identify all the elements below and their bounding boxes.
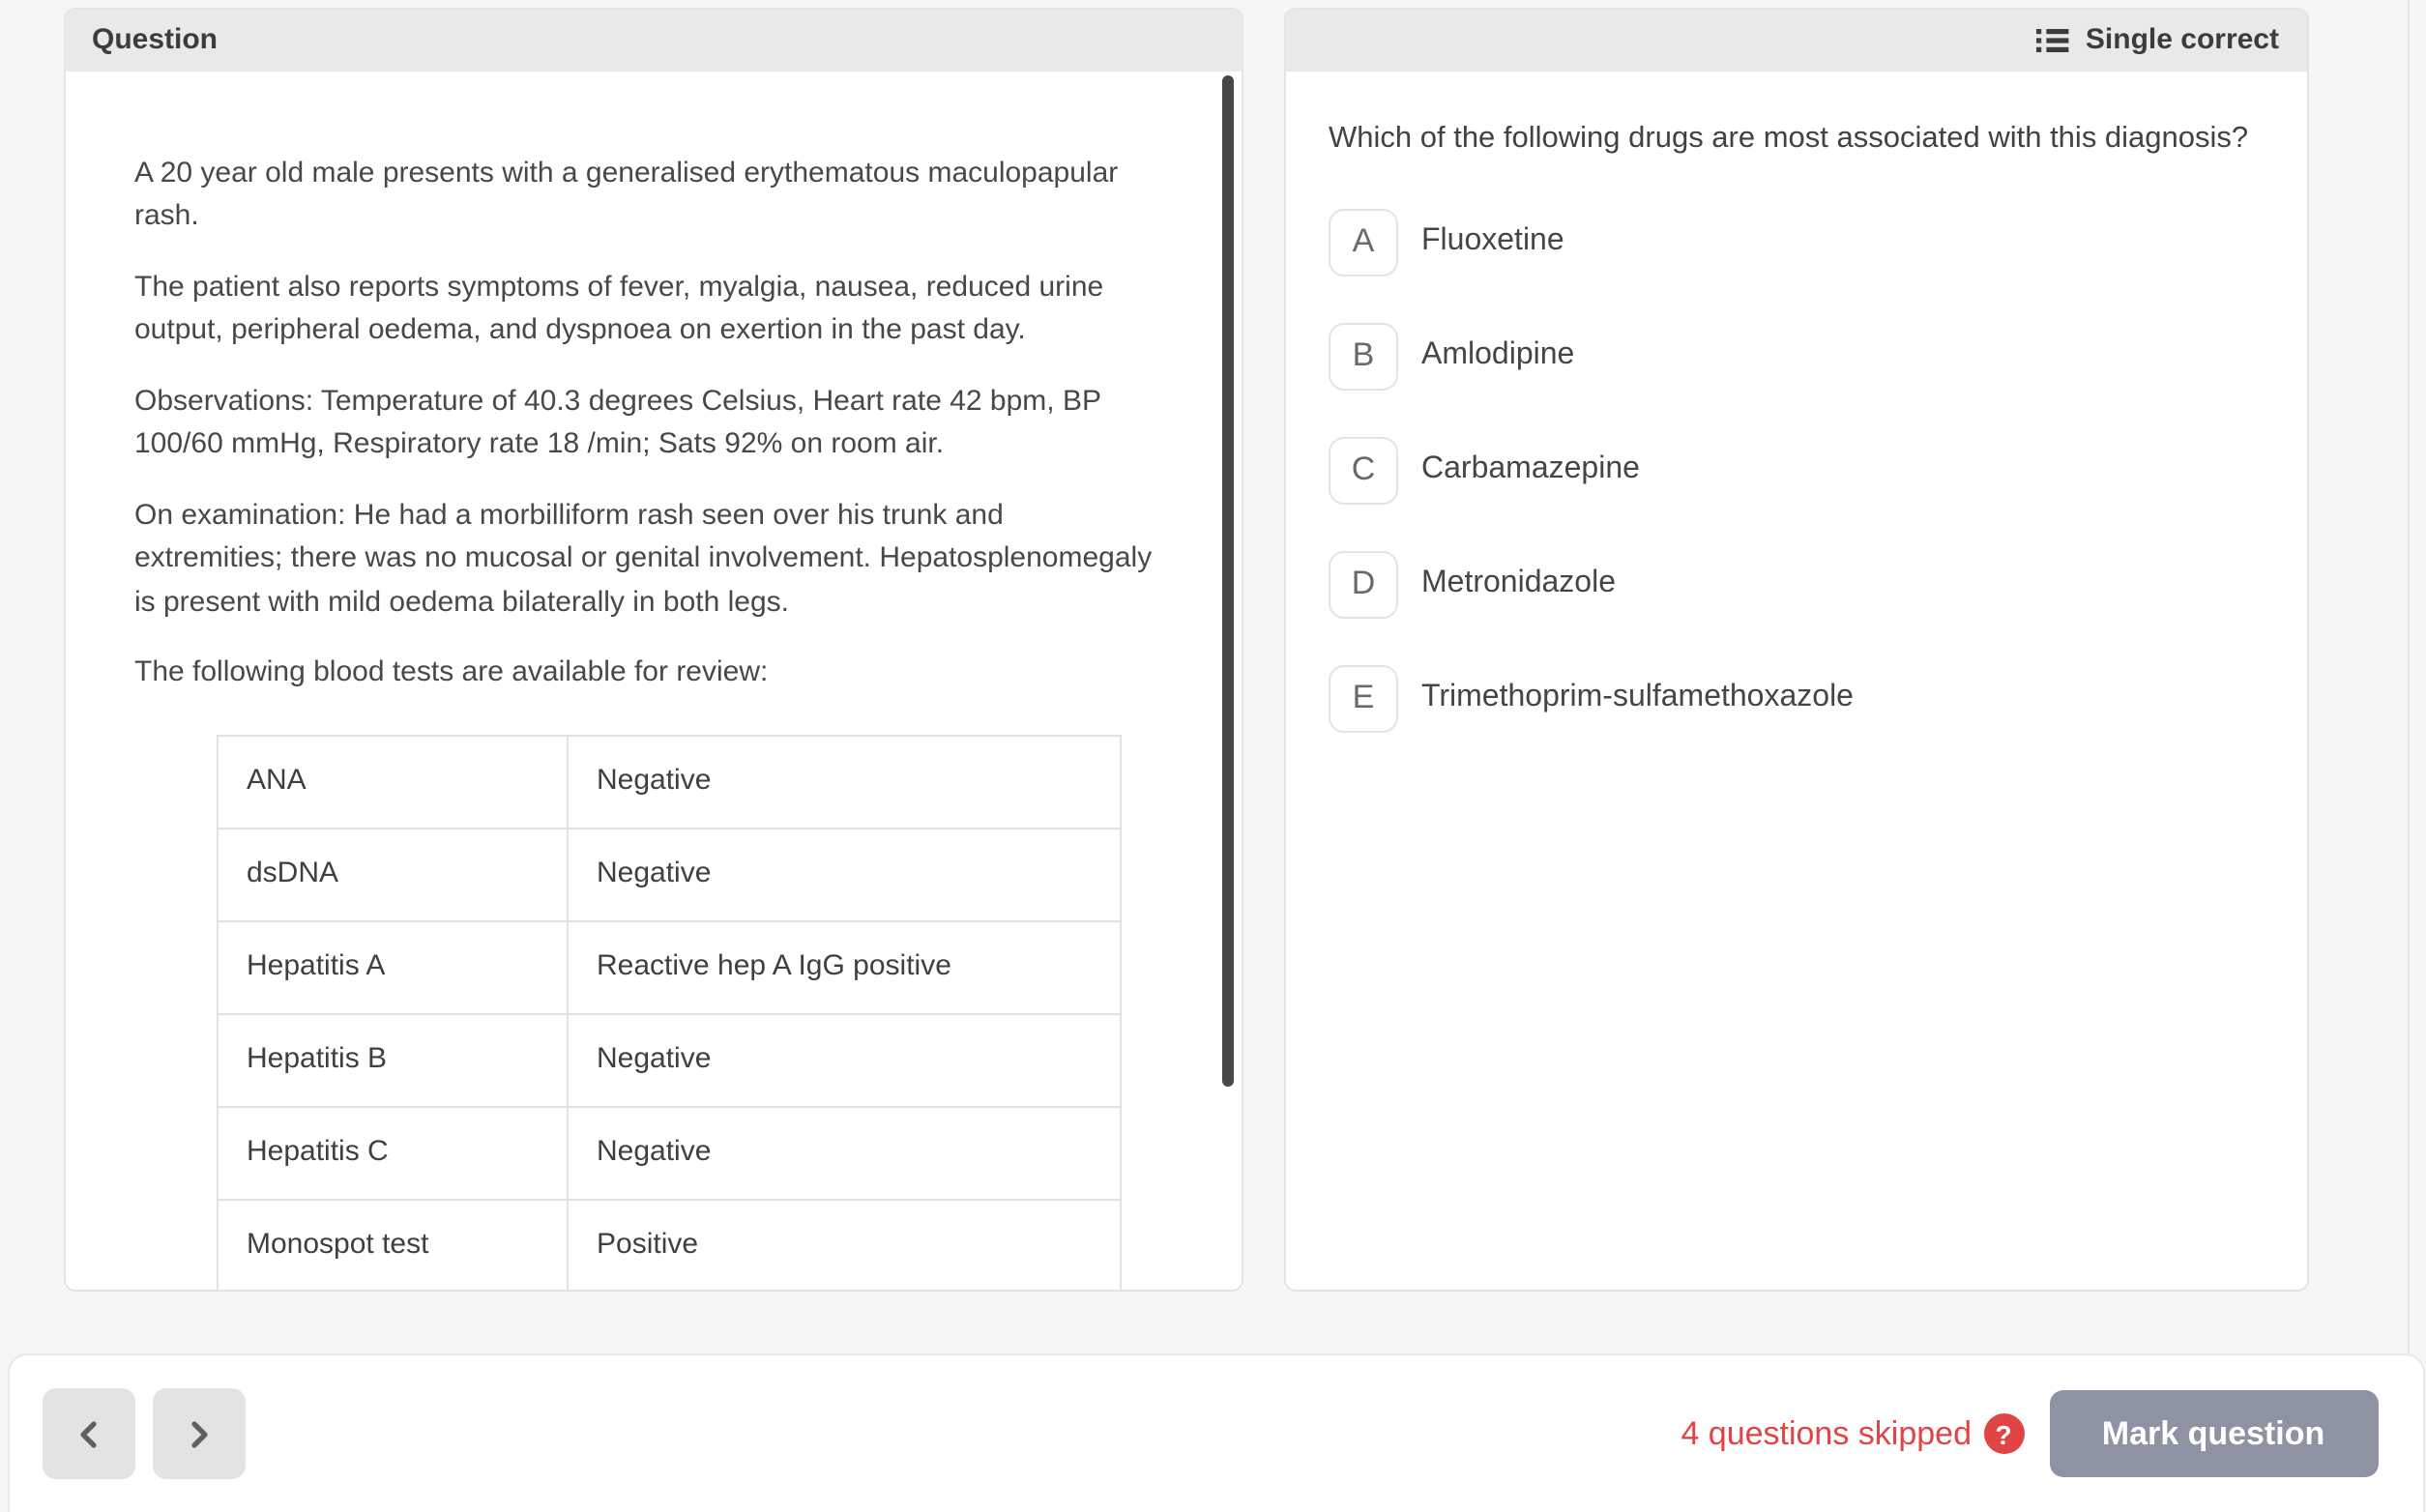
help-icon[interactable]: ? [1983, 1413, 2024, 1454]
test-result-cell: Positive [567, 1199, 1120, 1291]
footer-right-cluster [1681, 1390, 2378, 1477]
question-nav [42, 1388, 245, 1479]
option-e-letter-box[interactable]: E [1329, 664, 1398, 732]
table-row [217, 1013, 1120, 1106]
chevron-right-icon [185, 1418, 212, 1449]
next-question-button[interactable] [152, 1388, 245, 1479]
option-c-label[interactable]: Carbamazepine [1421, 452, 1640, 485]
footer-bar [7, 1353, 2424, 1512]
test-result-cell: Negative [567, 1106, 1120, 1199]
skipped-count-text: 4 questions skipped [1681, 1414, 1972, 1451]
question-paragraph: The following blood tests are available for review: [134, 655, 769, 688]
question-paragraph: A 20 year old male presents with a generalised erythematous maculopapular rash. [134, 156, 1119, 232]
option-c[interactable] [1329, 436, 2264, 504]
table-row [217, 920, 1120, 1013]
option-e[interactable] [1329, 664, 2264, 732]
list-icon [2037, 26, 2070, 53]
question-paragraph: The patient also reports symptoms of fever, myalgia, nausea, reduced urine output, peripheral oedema, and dyspnoea on exertion in the past day. [134, 270, 1104, 346]
answer-mode-label: Single correct [2085, 23, 2279, 56]
question-scrollbar[interactable] [1221, 74, 1233, 1086]
question-panel-title: Question [92, 23, 219, 56]
question-panel-header [65, 9, 1241, 71]
test-result-cell: Negative [567, 1013, 1120, 1106]
blood-test-table [216, 734, 1121, 1291]
test-name-cell: dsDNA [217, 828, 567, 920]
answer-panel [1284, 7, 2308, 1291]
question-body [65, 71, 1241, 1291]
option-a[interactable] [1329, 208, 2264, 276]
page-edge-divider [2407, 0, 2409, 1353]
table-row [217, 828, 1120, 920]
test-result-cell: Negative [567, 828, 1120, 920]
table-row [217, 1106, 1120, 1199]
question-paragraph: On examination: He had a morbilliform rash seen over his trunk and extremities; there was no mucosal or genital involvement. Hepatosplenomegaly is present with mild oedema bilaterally in both legs. [134, 498, 1153, 618]
test-name-cell: Hepatitis C [217, 1106, 567, 1199]
question-paragraph: Observations: Temperature of 40.3 degrees Celsius, Heart rate 42 bpm, BP 100/60 mmHg, Respiratory rate 18 /min; Sats 92% on room air. [134, 384, 1101, 460]
test-name-cell: Hepatitis B [217, 1013, 567, 1106]
test-result-cell: Reactive hep A IgG positive [567, 920, 1120, 1013]
answer-panel-header [1286, 9, 2306, 71]
option-b-label[interactable]: Amlodipine [1421, 338, 1575, 371]
option-d-letter-box[interactable]: D [1329, 550, 1398, 618]
test-name-cell: ANA [217, 735, 567, 828]
chevron-left-icon [74, 1418, 102, 1449]
test-name-cell: Hepatitis A [217, 920, 567, 1013]
option-c-letter-box[interactable]: C [1329, 436, 1398, 504]
option-b[interactable] [1329, 322, 2264, 390]
option-a-label[interactable]: Fluoxetine [1421, 224, 1564, 257]
question-panel [63, 7, 1242, 1291]
previous-question-button[interactable] [42, 1388, 134, 1479]
table-row [217, 1199, 1120, 1291]
question-prompt: Which of the following drugs are most associated with this diagnosis? [1329, 121, 2249, 154]
option-d-label[interactable]: Metronidazole [1421, 567, 1616, 599]
option-d[interactable] [1329, 550, 2264, 618]
option-b-letter-box[interactable]: B [1329, 322, 1398, 390]
table-row [217, 735, 1120, 828]
option-a-letter-box[interactable]: A [1329, 208, 1398, 276]
mark-question-button[interactable]: Mark question [2049, 1390, 2378, 1477]
option-e-label[interactable]: Trimethoprim-sulfamethoxazole [1421, 681, 1854, 713]
answer-body [1286, 71, 2306, 732]
test-result-cell: Negative [567, 735, 1120, 828]
test-name-cell: Monospot test [217, 1199, 567, 1291]
